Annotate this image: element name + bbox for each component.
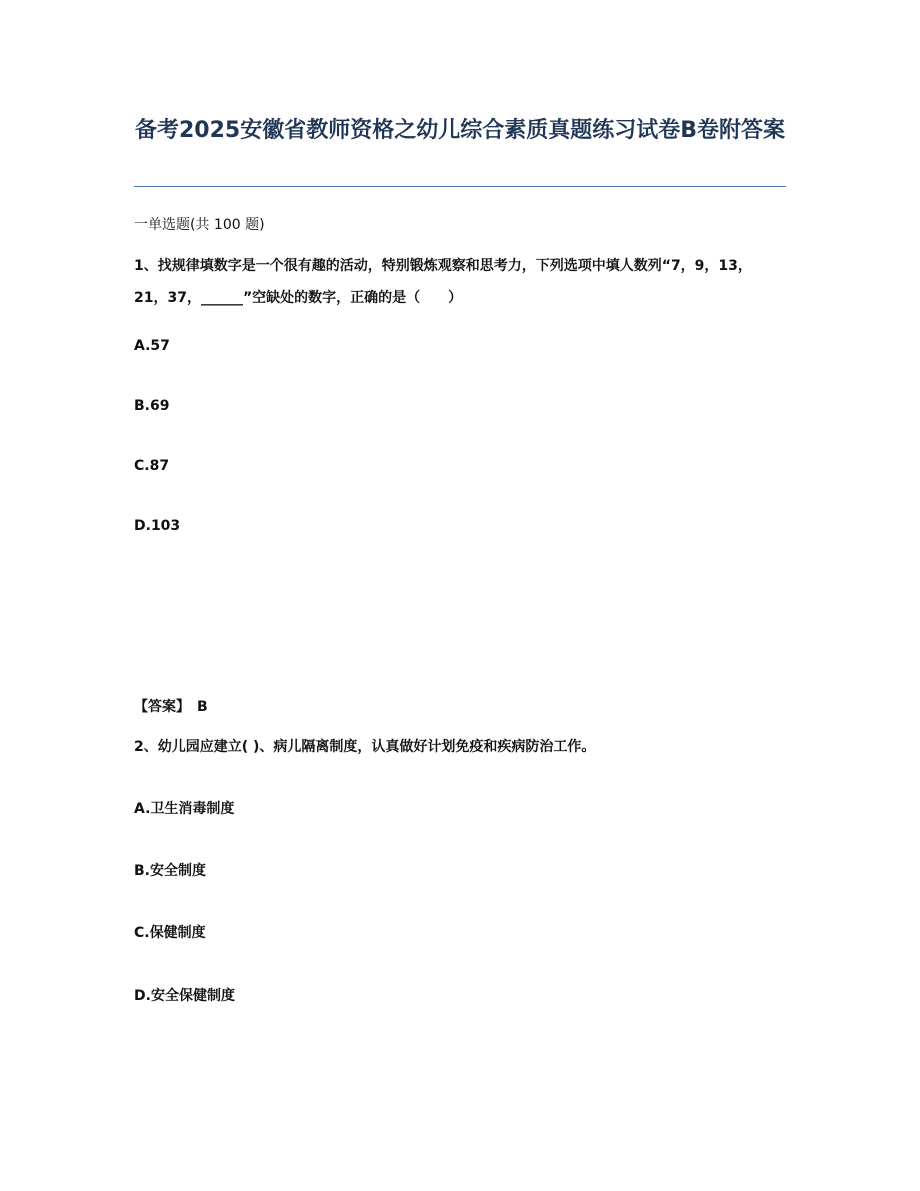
option-d: D.安全保健制度 xyxy=(134,988,235,1004)
option-a: A.57 xyxy=(134,338,170,354)
option-b: B.69 xyxy=(134,398,170,414)
option-b: B.安全制度 xyxy=(134,863,206,879)
answer-1: 【答案】 B xyxy=(134,699,208,715)
document-title: 备考2025安徽省教师资格之幼儿综合素质真题练习试卷B卷附答案 xyxy=(134,118,785,143)
option-a: A.卫生消毒制度 xyxy=(134,801,235,817)
question-1: 1、找规律填数字是一个很有趣的活动，特别锻炼观察和思考力，下列选项中填人数列“7，9，13，21，37，______”空缺处的数字，正确的是（ ） xyxy=(134,258,752,306)
option-d: D.103 xyxy=(134,518,181,534)
option-c: C.87 xyxy=(134,458,170,474)
title-divider xyxy=(134,186,786,187)
option-c: C.保健制度 xyxy=(134,925,206,941)
section-heading: 一单选题(共 100 题) xyxy=(134,217,265,233)
question-2: 2、幼儿园应建立( )、病儿隔离制度，认真做好计划免疫和疾病防治工作。 xyxy=(134,739,596,755)
